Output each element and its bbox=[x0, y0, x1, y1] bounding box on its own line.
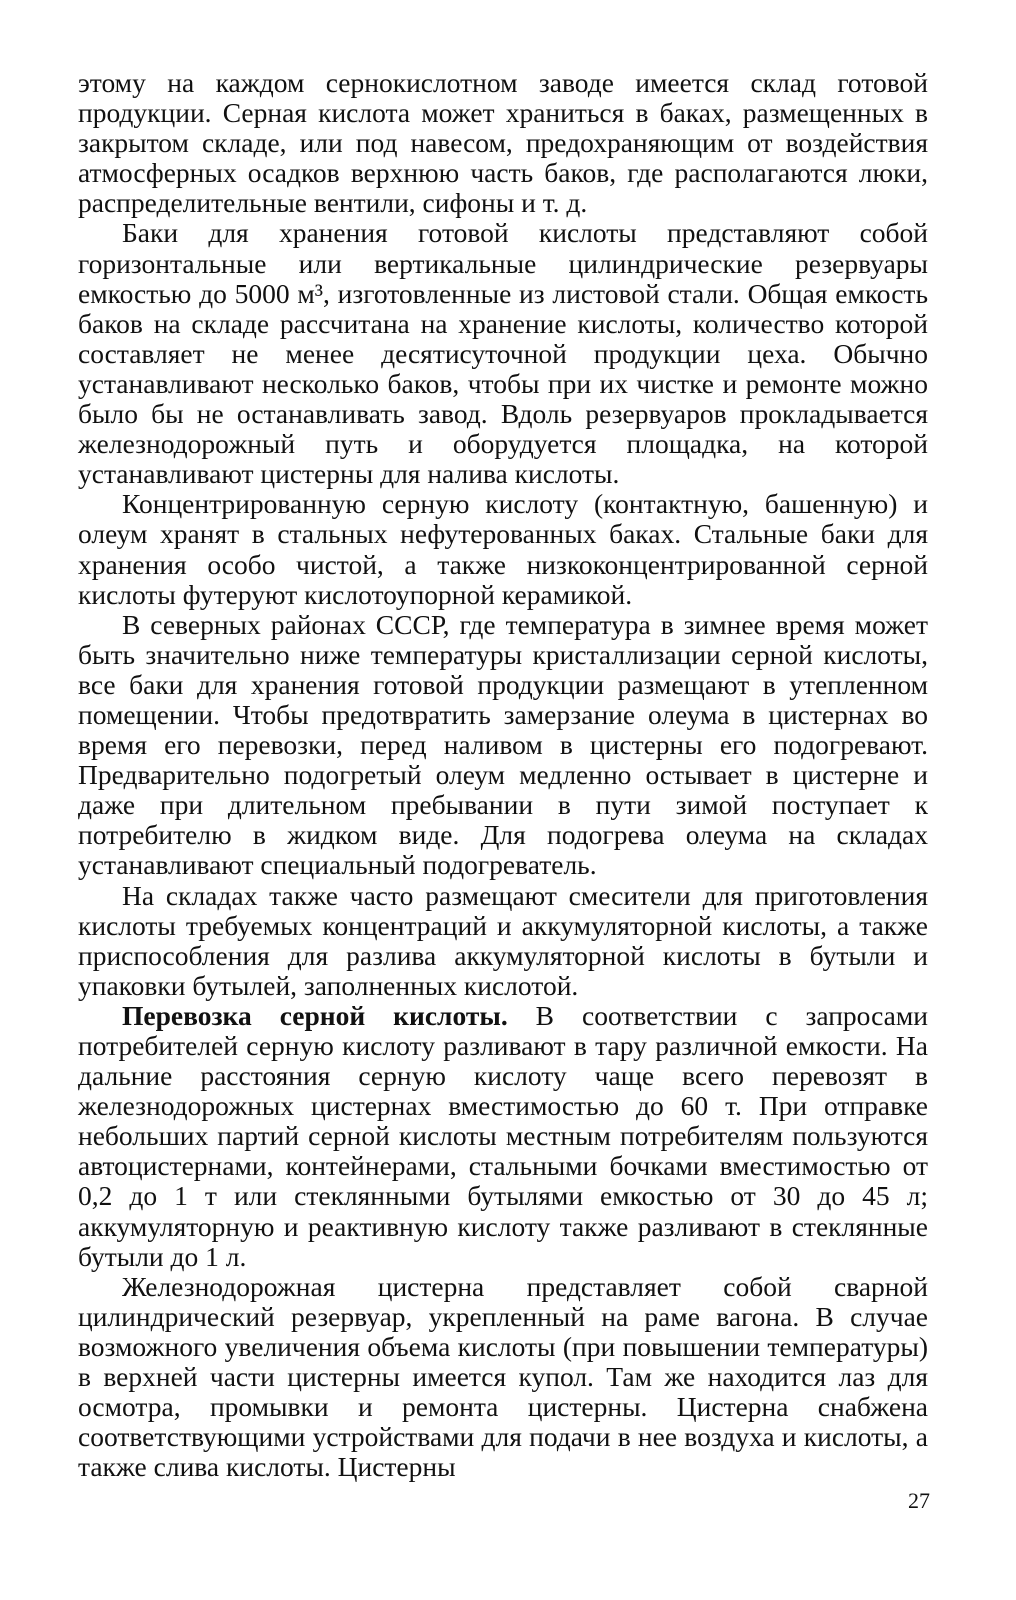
paragraph-mixers: На складах также часто размещают смесители для приготовления кислоты требуемых концентраций и аккумуляторной кислоты, а также приспособления для разлива аккумуляторной кислоты в бутыли и упаковки бутылей, заполненных кислотой. bbox=[78, 879, 928, 1001]
paragraph-concentrated-acid: Концентрированную серную кислоту (контактную, башенную) и олеум хранят в стальных нефутерованных баках. Стальные баки для хранения особо чистой, а также низкоконцентрированной серной кислоты футеруют кислотоупорной керамикой. bbox=[78, 488, 928, 610]
paragraph-northern-regions: В северных районах СССР, где температура в зимнее время может быть значительно ниже температуры кристаллизации серной кислоты, все баки для хранения готовой продукции размещают в утепленном помещении. Чтобы предотвратить замерзание олеума в цистернах во время его перевозки, перед наливом в цистерны его подогревают. Предварительно подогретый олеум медленно остывает в цистерне и даже при длительном пребывании в пути зимой поступает к потребителю в жидком виде. Для подогрева олеума на складах устанавливают специальный подогреватель. bbox=[78, 608, 928, 881]
paragraph-transport-text: В соответствии с запросами потребителей серную кислоту разливают в тару различной емкости. На дальние расстояния серную кислоту чаще всего перевозят в железнодорожных цистернах вместимостью до 60 т. При отправке небольших партий серной кислоты местным потребителям пользуются автоцистернами, контейнерами, стальными бочками вместимостью от 0,2 до 1 т или стеклянными бутылями емкостью от 30 до 45 л; аккумуляторную и реактивную кислоту также разливают в стеклянные бутыли до 1 л. bbox=[78, 999, 928, 1272]
paragraph-rail-tank: Железнодорожная цистерна представляет собой сварной цилиндрический резервуар, укрепленный на раме вагона. В случае возможного увеличения объема кислоты (при повышении температуры) в верхней части цистерны имеется купол. Там же находится лаз для осмотра, промывки и ремонта цистерны. Цистерна снабжена соответствующими устройствами для подачи в нее воздуха и кислоты, а также слива кислоты. Цистерны bbox=[78, 1270, 928, 1483]
paragraph-storage-tanks: Баки для хранения готовой кислоты представляют собой горизонтальные или вертикальные цилиндрические резервуары емкостью до 5000 м³, изготовленные из листовой стали. Общая емкость баков на складе рассчитана на хранение кислоты, количество которой составляет не менее десятисуточной продукции цеха. Обычно устанавливают несколько баков, чтобы при их чистке и ремонте можно было бы не останавливать завод. Вдоль резервуаров прокладывается железнодорожный путь и оборудуется площадка, на которой устанавливают цистерны для налива кислоты. bbox=[78, 217, 928, 490]
paragraph-transport bbox=[78, 1001, 928, 1272]
section-run-in-heading: Перевозка серной кислоты. bbox=[122, 999, 508, 1031]
paragraph-continuation: этому на каждом сернокислотном заводе имеется склад готовой продукции. Серная кислота может храниться в баках, размещенных в закрытом складе, или под навесом, предохраняющим от воздействия атмосферных осадков верхнюю часть баков, где располагаются люки, распределительные вентили, сифоны и т. д. bbox=[78, 67, 928, 219]
body-text bbox=[78, 68, 928, 1482]
page-number: 27 bbox=[908, 1488, 930, 1513]
